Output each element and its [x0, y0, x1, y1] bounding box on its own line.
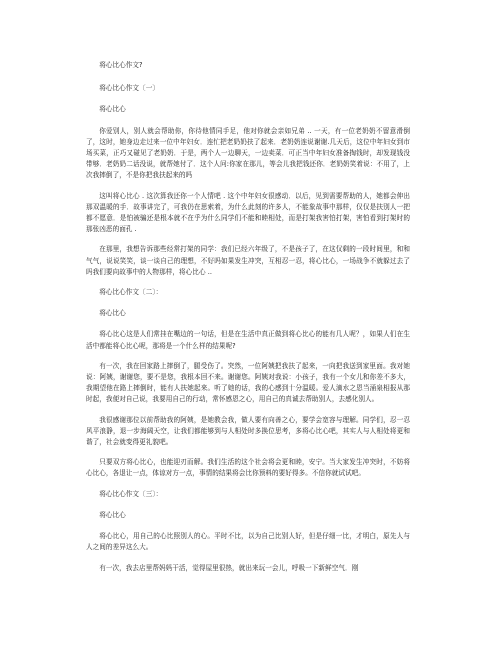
section-heading: 将心比心作文〔二〕：: [99, 288, 163, 297]
paragraph: 将心比心这是人们常挂在嘴边的一句话，但是在生活中真正做到将心比心的能有几人呢？，如果人们在生活中都能将心比心呢，那将是一个什么样的结果呢?: [86, 330, 410, 350]
section-heading: 将心比心作文〔一〕: [99, 84, 159, 93]
paragraph: 在那里，我想告诉那些经常打架的同学：我们已经六年级了，不是孩子了，在这仅剩的一段时间里，和和气气，说说笑笑，谈一谈自己的理想，不好吗如果发生冲突，互相忍一忍，将心比心，一场战争不就躲过去了吗我们要向故事中的人物那样，将心比心 ..: [86, 245, 410, 276]
paragraph: 你爱别人，别人就会帮助你，你待他情同手足，他对你就会亲如兄弟 .. 一天，有一位老奶奶不留意滑倒了，这时，她身边走过来一位中年妇女．连忙把老奶奶扶了起来．老奶奶连说谢谢.几天后，这位中年妇女到市场买菜，正巧又碰见了老奶奶．于是，两个人一边聊天，一边卖菜．可正当中年妇女准备掏钱时，却发现钱没带够．老奶奶二话没说，就帮她付了．这个人问:你家在那儿，等会儿我把钱还你．老奶奶笑着说：不用了，上次我摔倒了，不是你把我扶起来的吗: [86, 126, 410, 180]
section-heading: 将心比心作文〔三〕：: [99, 489, 163, 498]
paragraph: 我很感谢那位以前帮助我的阿姨，是她教会我，做人要有向善之心，要学会宽容与理解。同学们，忍一忍风平浪静，退一步海阔天空，让我们都能够到与人相处时多换位思考，多将心比心吧，其实人与人相处将更和谐了，社会就变得更礼貌吧。: [86, 415, 410, 447]
paragraph: 有一次，我在回家路上摔倒了，腿受伤了。突然，一位阿姨把我扶了起来，一向把我送到家里面。我对她说：阿姨，谢谢您，要不是您，我根本回不来。谢谢您。阿姨对我说：小孩子，我有一个女儿和你差不多大，我期望他在路上摔倒时，能有人扶她起来。听了她的话，我的心感到十分温暖。爱人滴水之恩当涌泉相报从那时起，我便对自己说，我要用自己的行动，常怀感恩之心，用自己的真诚去帮助别人，去感化别人。: [86, 361, 410, 404]
paragraph: 只要双方将心比心，也能迎刃而解。我们生活的这个社会将会更和睦，安宁。当大家发生冲突时，不妨将心比心，各退让一点，体谅对方一点，事情的结果将会比你预料的要好得多。不信你就试试吧。: [86, 458, 410, 478]
section-subtitle: 将心比心: [99, 510, 126, 519]
section-subtitle: 将心比心: [99, 105, 126, 114]
paragraph: 有一次，我去店里帮妈妈干活，觉得屋里很热，就出来玩一会儿，呼吸一下新鲜空气．刚: [99, 563, 359, 572]
section-subtitle: 将心比心: [99, 309, 126, 318]
paragraph: 这叫将心比心 . 这次算我还你一个人情吧 . 这个中年妇女很感动．以后，见到需要帮助的人，她都会伸出那双温暖的手．故事讲完了，可我仍在思索着，为什么此刻的许多人，不能象故事中那样，仅仅是扶别人一把都不愿意．是怕被骗还是根本就不在乎为什么同学们不能和睦相处，而是打架我害怕打架，害怕看到打架时的那张凶恶的面孔 .: [86, 191, 410, 234]
document-title: 将心比心作文?: [99, 61, 143, 69]
document-page: [86, 60, 410, 583]
paragraph: 将心比心，用自己的心比照别人的心。平时不比，以为自己比别人好，但是仔细一比，才明白，原先人与人之间的差异这么大。: [86, 532, 410, 552]
